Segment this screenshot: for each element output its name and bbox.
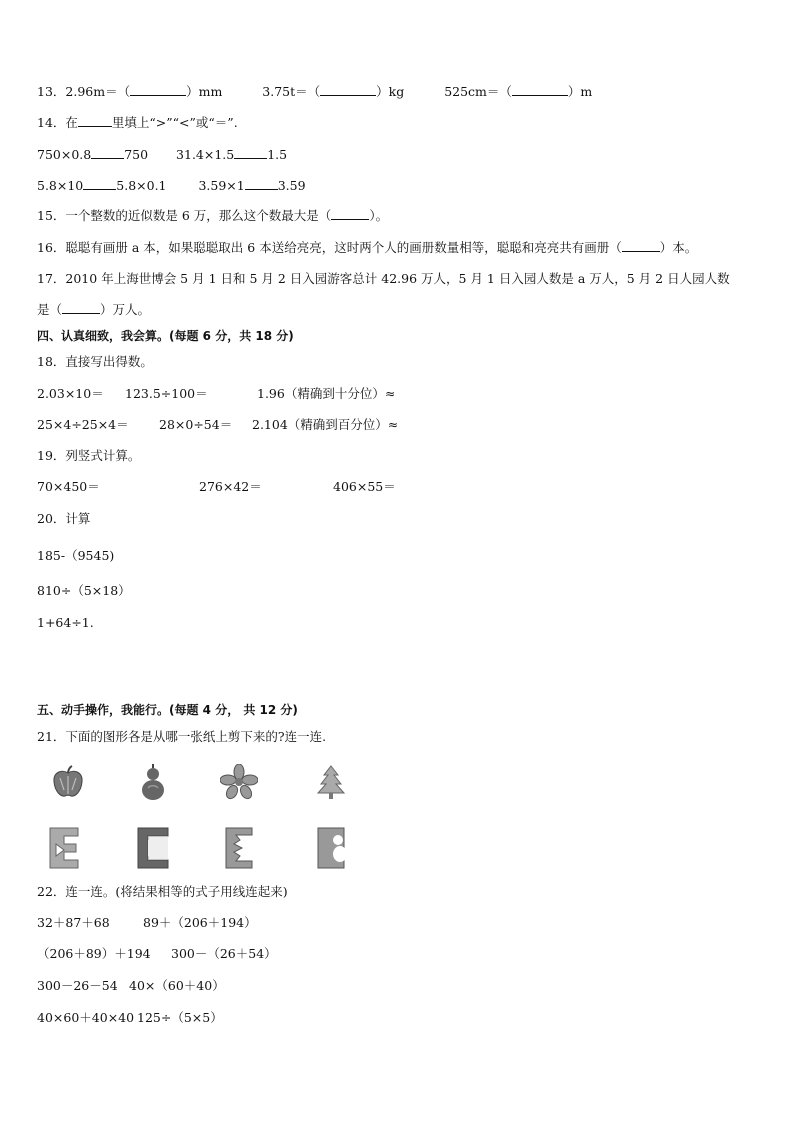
q14-r1a-right: 750 [124, 147, 149, 162]
q22-r1-left[interactable]: 32＋87＋68 [37, 915, 110, 930]
q22-r2-right[interactable]: 300－（26＋54） [171, 946, 277, 961]
q14-row2 [37, 178, 306, 194]
q22-r1-right[interactable]: 89＋（206＋194） [143, 915, 257, 930]
q13-b-suffix: ）kg [376, 84, 405, 99]
q22-r4-left[interactable]: 40×60＋40×40 [37, 1010, 135, 1025]
section-5-heading: 五、动手操作，我能行。(每题 4 分， 共 12 分) [37, 703, 298, 717]
q22-r3-right[interactable]: 40×（60＋40） [129, 978, 225, 993]
paper-e-zigzag-icon[interactable] [224, 826, 258, 870]
q13-a-blank[interactable] [130, 84, 186, 96]
q22-row2 [37, 946, 277, 962]
q16-suffix: ）本。 [659, 240, 698, 255]
q22-row3 [37, 978, 225, 994]
q22-row1 [37, 915, 257, 931]
q16-line [37, 240, 697, 256]
q13-line [37, 84, 592, 100]
q14-prefix: 14．在 [37, 115, 78, 130]
q14-suffix: 里填上“>”“<”或“＝”. [111, 115, 238, 130]
q18-r1-item1: 2.03×10＝ [37, 386, 104, 401]
q19-item2: 276×42＝ [199, 479, 262, 494]
flower-icon[interactable] [220, 764, 258, 800]
q15-line [37, 208, 388, 224]
q19-item3: 406×55＝ [333, 479, 396, 494]
q14-r1a-left: 750×0.8 [37, 147, 92, 162]
q15-suffix: ）。 [369, 208, 389, 223]
q13-c-blank[interactable] [512, 84, 568, 96]
q19-row [37, 479, 396, 495]
q21-title: 21．下面的图形各是从哪一张纸上剪下来的?连一连. [37, 729, 327, 744]
q17-prefix: 是（ [37, 302, 63, 317]
q20-item1: 185-（9545) [37, 548, 115, 563]
q14-title-blank [78, 115, 112, 127]
q13-c-prefix: 525cm＝（ [444, 84, 512, 99]
q20-item3: 1+64÷1. [37, 615, 94, 630]
q14-r1b-blank[interactable] [234, 147, 267, 159]
tree-icon[interactable] [316, 764, 346, 800]
q18-title: 18．直接写出得数。 [37, 354, 153, 369]
q22-title: 22．连一连。(将结果相等的式子用线连起来) [37, 884, 288, 899]
q18-row1 [37, 386, 395, 402]
q13-a-prefix: 13．2.96m＝（ [37, 84, 131, 99]
q13-b-blank[interactable] [320, 84, 376, 96]
q17-line2 [37, 302, 150, 318]
q18-r2-item3: 2.104（精确到百分位）≈ [252, 417, 399, 432]
q15-prefix: 15．一个整数的近似数是 6 万，那么这个数最大是（ [37, 208, 332, 223]
apple-icon[interactable] [50, 764, 86, 800]
q22-r3-left[interactable]: 300－26－54 [37, 978, 118, 993]
q14-r2b-right: 3.59 [277, 178, 306, 193]
q17-suffix: ）万人。 [100, 302, 151, 317]
q14-title [37, 115, 238, 131]
q14-row1 [37, 147, 287, 163]
q18-row2 [37, 417, 398, 433]
paper-gourd-cut-icon[interactable] [316, 826, 346, 870]
q22-r2-left[interactable]: （206＋89）＋194 [37, 946, 151, 961]
q18-r2-item2: 28×0÷54＝ [159, 417, 233, 432]
q22-row4 [37, 1010, 223, 1026]
q19-item1: 70×450＝ [37, 479, 100, 494]
q13-c-suffix: ）m [567, 84, 593, 99]
q14-r2b-left: 3.59×1 [198, 178, 245, 193]
q14-r2a-right: 5.8×0.1 [116, 178, 167, 193]
q13-b-prefix: 3.75t＝（ [262, 84, 321, 99]
q18-r2-item1: 25×4÷25×4＝ [37, 417, 129, 432]
q18-r1-item2: 123.5÷100＝ [125, 386, 208, 401]
q19-title: 19．列竖式计算。 [37, 448, 141, 463]
q20-title: 20．计算 [37, 511, 91, 526]
q14-r1b-right: 1.5 [267, 147, 288, 162]
q14-r1a-blank[interactable] [91, 147, 124, 159]
q16-prefix: 16．聪聪有画册 a 本，如果聪聪取出 6 本送给亮亮，这时两个人的画册数量相等，聪聪和亮亮共有画册（ [37, 240, 622, 255]
q22-r4-right[interactable]: 125÷（5×5） [137, 1010, 223, 1025]
q13-a-suffix: ）mm [186, 84, 223, 99]
q16-blank[interactable] [622, 240, 660, 252]
paper-e-triangle-icon[interactable] [48, 826, 82, 870]
q17-line1: 17．2010 年上海世博会 5 月 1 日和 5 月 2 日入园游客总计 42.96 万人，5 月 1 日入园人数是 a 万人，5 月 2 日人园人数 [37, 271, 730, 286]
q14-r2a-left: 5.8×10 [37, 178, 84, 193]
q14-r1b-left: 31.4×1.5 [176, 147, 235, 162]
q15-blank[interactable] [331, 208, 369, 220]
q14-r2a-blank[interactable] [83, 178, 116, 190]
paper-bracket-apple-icon[interactable] [136, 826, 170, 870]
section-4-heading: 四、认真细致，我会算。(每题 6 分，共 18 分) [37, 329, 294, 343]
q17-blank[interactable] [62, 302, 100, 314]
q14-r2b-blank[interactable] [245, 178, 278, 190]
gourd-icon[interactable] [138, 762, 168, 802]
q20-item2: 810÷（5×18） [37, 583, 131, 598]
q18-r1-item3: 1.96（精确到十分位）≈ [257, 386, 396, 401]
